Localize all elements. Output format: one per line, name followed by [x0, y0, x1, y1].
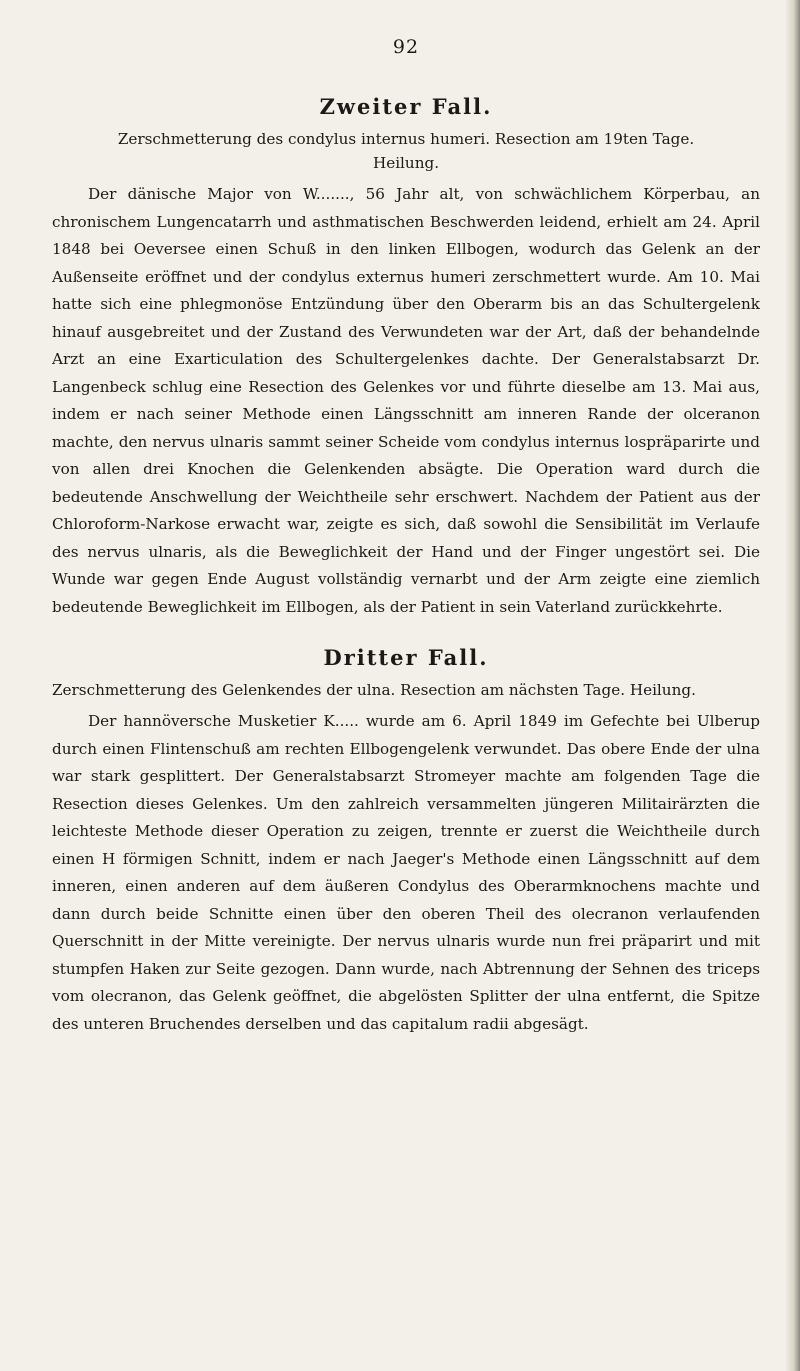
case-report-paragraph: Der hannöversche Musketier K..... wurde am 6. April 1849 im Gefechte bei Ulberup durch einen Flintenschuß am rechten Ellbogengelenk verwundet. Das obere Ende der ulna war stark gesplittert. Der Generalstabsarzt Stromeyer machte am folgenden Tage die Resection dieses Gelenkes. Um den zahlreich versammelten jüngeren Militairärzten die leichteste Methode dieser Operation zu zeigen, trennte er zuerst die Weichtheile durch einen H förmigen Schnitt, indem er nach Jaeger's Methode einen Längsschnitt auf dem inneren, einen anderen auf dem äußeren Condylus des Oberarmknochens machte und dann durch beide Schnitte einen über den oberen Theil des olecranon verlaufenden Querschnitt in der Mitte vereinigte. Der nervus ulnaris wurde nun frei präparirt und mit stumpfen Haken zur Seite gezogen. Dann wurde, nach Abtrennung der Sehnen des triceps vom olecranon, das Gelenk geöffnet, die abgelösten Splitter der ulna entfernt, die Spitze des unteren Bruchendes derselben und das capitalum radii abgesägt. — [52, 712, 760, 1033]
page-edge-shadow — [786, 0, 800, 1371]
case-summary-outcome: Heilung. — [372, 154, 440, 172]
case-summary: Zerschmetterung des Gelenkendes der ulna. Resection am nächsten Tage. Heilung. — [52, 681, 696, 699]
case-report-paragraph: Der dänische Major von W......., 56 Jahr alt, von schwächlichem Körperbau, an chronischem Lungencatarrh und asthmatischen Beschwerden leidend, erhielt am 24. April 1848 bei Oeversee einen Schuß in den linken Ellbogen, wodurch das Gelenk an der Außenseite eröffnet und der condylus externus humeri zerschmettert wurde. Am 10. Mai hatte sich eine phlegmonöse Entzündung über den Oberarm bis an das Schultergelenk hinauf ausgebreitet und der Zustand des Verwundeten war der Art, daß der behandelnde Arzt an eine Exarticulation des Schultergelenkes dachte. Der Generalstabsarzt Dr. Langenbeck schlug eine Resection des Gelenkes vor und führte dieselbe am 13. Mai aus, indem er nach seiner Methode einen Längsschnitt am inneren Rande der olceranon machte, den nervus ulnaris sammt seiner Scheide vom condylus internus lospräparirte und von allen drei Knochen die Gelenkenden absägte. Die Operation ward durch die bedeutende Anschwellung der Weichtheile sehr erschwert. Nachdem der Patient aus der Chloroform-Narkose erwacht war, zeigte es sich, daß sowohl die Sensibilität im Verlaufe des nervus ulnaris, als die Beweglichkeit der Hand und der Finger ungestört sei. Die Wunde war gegen Ende August vollständig vernarbt und der Arm zeigte eine ziemlich bedeutende Beweglichkeit im Ellbogen, als der Patient in sein Vaterland zurückkehrte. — [52, 185, 760, 616]
page-number: 92 — [392, 36, 420, 58]
section-third-case — [52, 645, 760, 1038]
section-second-case — [52, 94, 760, 621]
case-summary: Zerschmetterung des condylus internus humeri. Resection am 19ten Tage. — [117, 130, 695, 148]
section-heading: Dritter Fall. — [323, 645, 489, 670]
section-heading: Zweiter Fall. — [319, 94, 493, 119]
page-content — [52, 36, 760, 1038]
